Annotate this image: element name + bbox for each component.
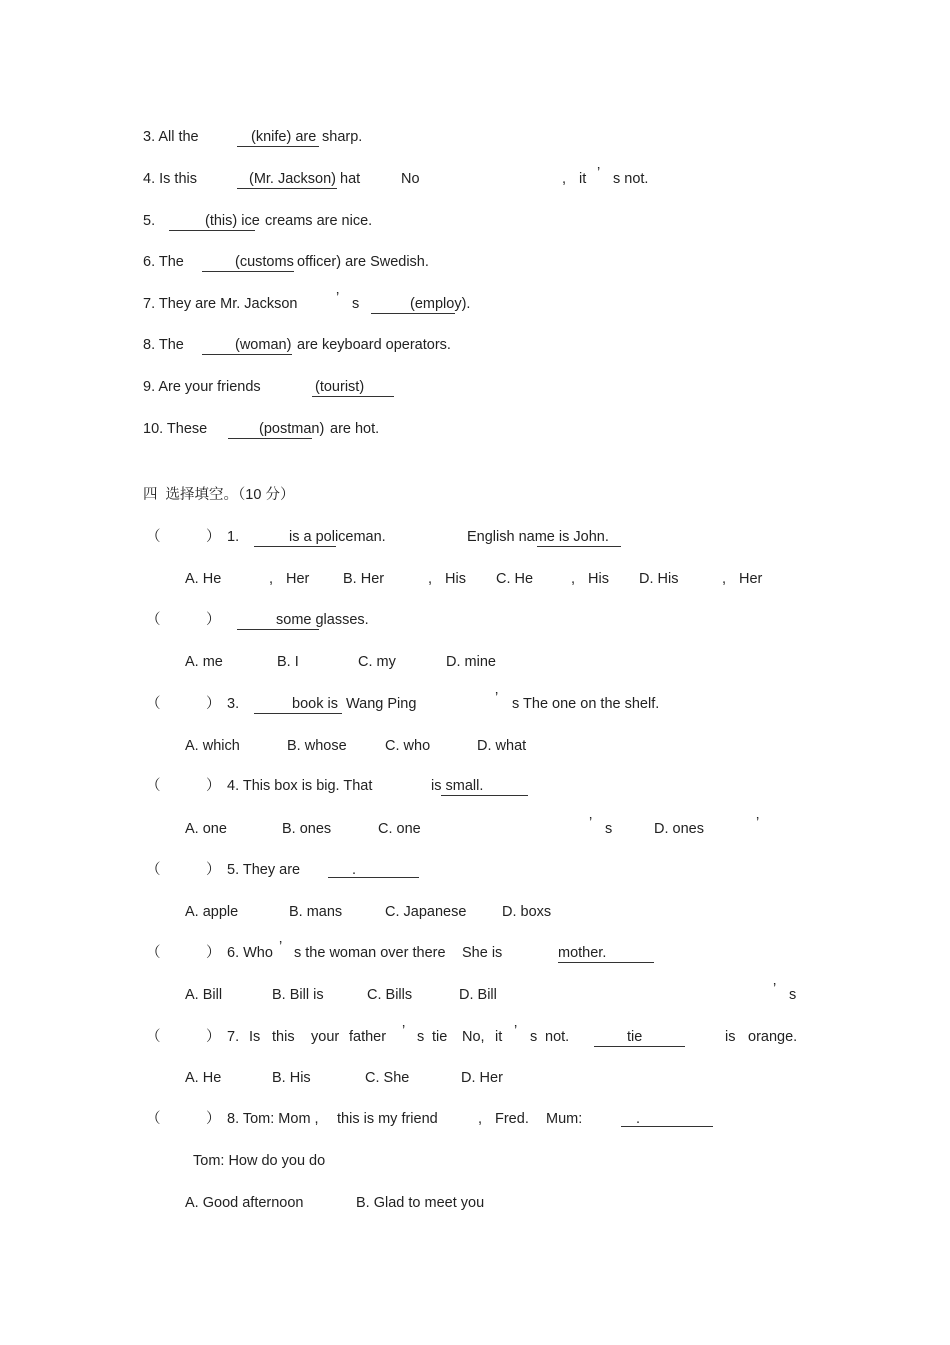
answer-paren-open: （	[146, 612, 161, 628]
question-stem: not.	[545, 1029, 570, 1045]
answer-paren-open: （	[146, 778, 161, 794]
option-c: C. one	[378, 821, 421, 837]
item-5-text: creams are nice.	[265, 213, 373, 229]
item-10-word: (postman)	[259, 421, 325, 437]
option-d: D. Bill	[459, 987, 497, 1003]
option-a: A. one	[185, 821, 227, 837]
question-stem: orange.	[748, 1029, 798, 1045]
item-4-text: s not.	[613, 171, 649, 187]
item-9-word: (tourist)	[315, 379, 365, 395]
answer-paren-open: （	[146, 945, 161, 961]
answer-paren-open: （	[146, 1111, 161, 1127]
answer-paren-close: ）	[206, 945, 221, 961]
option-c: C. my	[358, 654, 396, 670]
answer-blank	[371, 313, 455, 314]
item-4-text: No	[401, 171, 420, 187]
answer-blank	[237, 629, 319, 630]
option-a: A. Bill	[185, 987, 223, 1003]
option-text: ,	[722, 571, 727, 587]
option-d: D. boxs	[502, 904, 552, 920]
item-4-text: it	[579, 171, 587, 187]
question-stem: ’	[402, 1023, 406, 1039]
question-stem: father	[349, 1029, 387, 1045]
option-b: B. mans	[289, 904, 343, 920]
answer-blank	[328, 877, 419, 878]
answer-paren-open: （	[146, 1029, 161, 1045]
answer-blank	[237, 146, 319, 147]
question-stem: your	[311, 1029, 340, 1045]
question-stem: 7.	[227, 1029, 240, 1045]
question-stem: Fred.	[495, 1111, 529, 1127]
question-stem: s The one on the shelf.	[512, 696, 660, 712]
section-heading: 四 选择填空。（10 分）	[143, 487, 295, 503]
question-stem: ’	[495, 690, 499, 706]
question-stem: is small.	[431, 778, 484, 794]
item-3-text: sharp.	[322, 129, 363, 145]
item-4-word: (Mr. Jackson) hat	[249, 171, 361, 187]
answer-blank	[441, 795, 528, 796]
question-stem: tie	[432, 1029, 448, 1045]
question-stem: 5. They are	[227, 862, 301, 878]
option-text: ,	[571, 571, 576, 587]
option-b: B. whose	[287, 738, 347, 754]
answer-blank	[537, 546, 621, 547]
option-d: D. mine	[446, 654, 496, 670]
option-a: A. apple	[185, 904, 239, 920]
option-text: s	[789, 987, 797, 1003]
option-text: ,	[269, 571, 274, 587]
question-stem: ,	[478, 1111, 483, 1127]
option-a: A. He	[185, 571, 222, 587]
option-text: Her	[286, 571, 310, 587]
option-a: A. which	[185, 738, 240, 754]
answer-paren-close: ）	[206, 1111, 221, 1127]
question-stem: is a policeman.	[289, 529, 386, 545]
item-10-text: are hot.	[330, 421, 380, 437]
question-stem: 6. Who	[227, 945, 273, 961]
answer-paren-close: ）	[206, 696, 221, 712]
answer-blank	[594, 1046, 685, 1047]
item-5-text: 5.	[143, 213, 156, 229]
item-4-text: 4. Is this	[143, 171, 197, 187]
option-d: D. ones	[654, 821, 704, 837]
item-6-text: 6. The	[143, 254, 184, 270]
item-6-text: officer) are Swedish.	[297, 254, 429, 270]
answer-paren-open: （	[146, 696, 161, 712]
item-5-word: (this) ice	[205, 213, 260, 229]
item-7-text: ’	[336, 290, 340, 306]
question-stem: tie	[627, 1029, 643, 1045]
question-stem: ’	[514, 1023, 518, 1039]
question-stem: it	[495, 1029, 503, 1045]
question-stem: mother.	[558, 945, 607, 961]
answer-paren-close: ）	[206, 1029, 221, 1045]
option-text: ’	[589, 815, 593, 831]
question-stem: Wang Ping	[346, 696, 417, 712]
option-text: His	[445, 571, 466, 587]
answer-blank	[254, 713, 342, 714]
item-3-text: 3. All the	[143, 129, 199, 145]
item-3-word: (knife) are	[251, 129, 317, 145]
option-b: B. ones	[282, 821, 332, 837]
question-stem: 3.	[227, 696, 240, 712]
option-a: A. me	[185, 654, 223, 670]
option-text: Her	[739, 571, 763, 587]
question-stem: .	[636, 1111, 641, 1127]
option-c: C. who	[385, 738, 431, 754]
option-a: A. Good afternoon	[185, 1195, 304, 1211]
question-stem: 8. Tom: Mom ,	[227, 1111, 319, 1127]
question-stem: 4. This box is big. That	[227, 778, 373, 794]
answer-blank	[312, 396, 394, 397]
item-10-text: 10. These	[143, 421, 208, 437]
question-stem: is	[725, 1029, 736, 1045]
item-7-text: 7. They are Mr. Jackson	[143, 296, 298, 312]
item-8-text: are keyboard operators.	[297, 337, 451, 353]
item-7-text: s	[352, 296, 360, 312]
question-stem: .	[352, 862, 357, 878]
answer-blank	[202, 271, 294, 272]
option-text: His	[588, 571, 609, 587]
question-stem: No,	[462, 1029, 485, 1045]
answer-blank	[228, 438, 312, 439]
option-c: C. Bills	[367, 987, 413, 1003]
option-text: s	[605, 821, 613, 837]
answer-paren-close: ）	[206, 612, 221, 628]
question-stem: this is my friend	[337, 1111, 438, 1127]
answer-blank	[202, 354, 292, 355]
dialogue-line: Tom: How do you do	[193, 1153, 326, 1169]
answer-blank	[254, 546, 336, 547]
question-stem: book is	[292, 696, 338, 712]
option-d: D. Her	[461, 1070, 503, 1086]
option-b: B. I	[277, 654, 299, 670]
question-stem: s the woman over there	[294, 945, 446, 961]
item-9-text: 9. Are your friends	[143, 379, 261, 395]
option-d: D. His	[639, 571, 679, 587]
option-text: ,	[428, 571, 433, 587]
option-d: D. what	[477, 738, 527, 754]
answer-blank	[558, 962, 654, 963]
question-stem: some glasses.	[276, 612, 369, 628]
option-b: B. Her	[343, 571, 385, 587]
option-b: B. Bill is	[272, 987, 324, 1003]
option-c: C. She	[365, 1070, 410, 1086]
answer-blank	[621, 1126, 713, 1127]
question-stem: Is	[249, 1029, 261, 1045]
answer-paren-close: ）	[206, 529, 221, 545]
option-b: B. Glad to meet you	[356, 1195, 485, 1211]
answer-paren-close: ）	[206, 778, 221, 794]
question-stem: 1.	[227, 529, 240, 545]
item-4-text: ,	[562, 171, 567, 187]
item-6-word: (customs	[235, 254, 294, 270]
question-stem: Mum:	[546, 1111, 583, 1127]
item-8-text: 8. The	[143, 337, 184, 353]
question-stem: s	[530, 1029, 538, 1045]
answer-paren-close: ）	[206, 862, 221, 878]
option-text: ’	[756, 815, 760, 831]
answer-blank	[237, 188, 337, 189]
question-stem: s	[417, 1029, 425, 1045]
question-stem: She is	[462, 945, 503, 961]
item-7-word: (employ).	[410, 296, 471, 312]
question-stem: ’	[279, 939, 283, 955]
question-stem: English name is John.	[467, 529, 609, 545]
answer-paren-open: （	[146, 529, 161, 545]
question-stem: this	[272, 1029, 295, 1045]
option-c: C. Japanese	[385, 904, 467, 920]
option-c: C. He	[496, 571, 534, 587]
answer-blank	[169, 230, 255, 231]
answer-paren-open: （	[146, 862, 161, 878]
option-text: ’	[773, 981, 777, 997]
item-4-text: ’	[597, 165, 601, 181]
option-a: A. He	[185, 1070, 222, 1086]
item-8-word: (woman)	[235, 337, 292, 353]
option-b: B. His	[272, 1070, 311, 1086]
